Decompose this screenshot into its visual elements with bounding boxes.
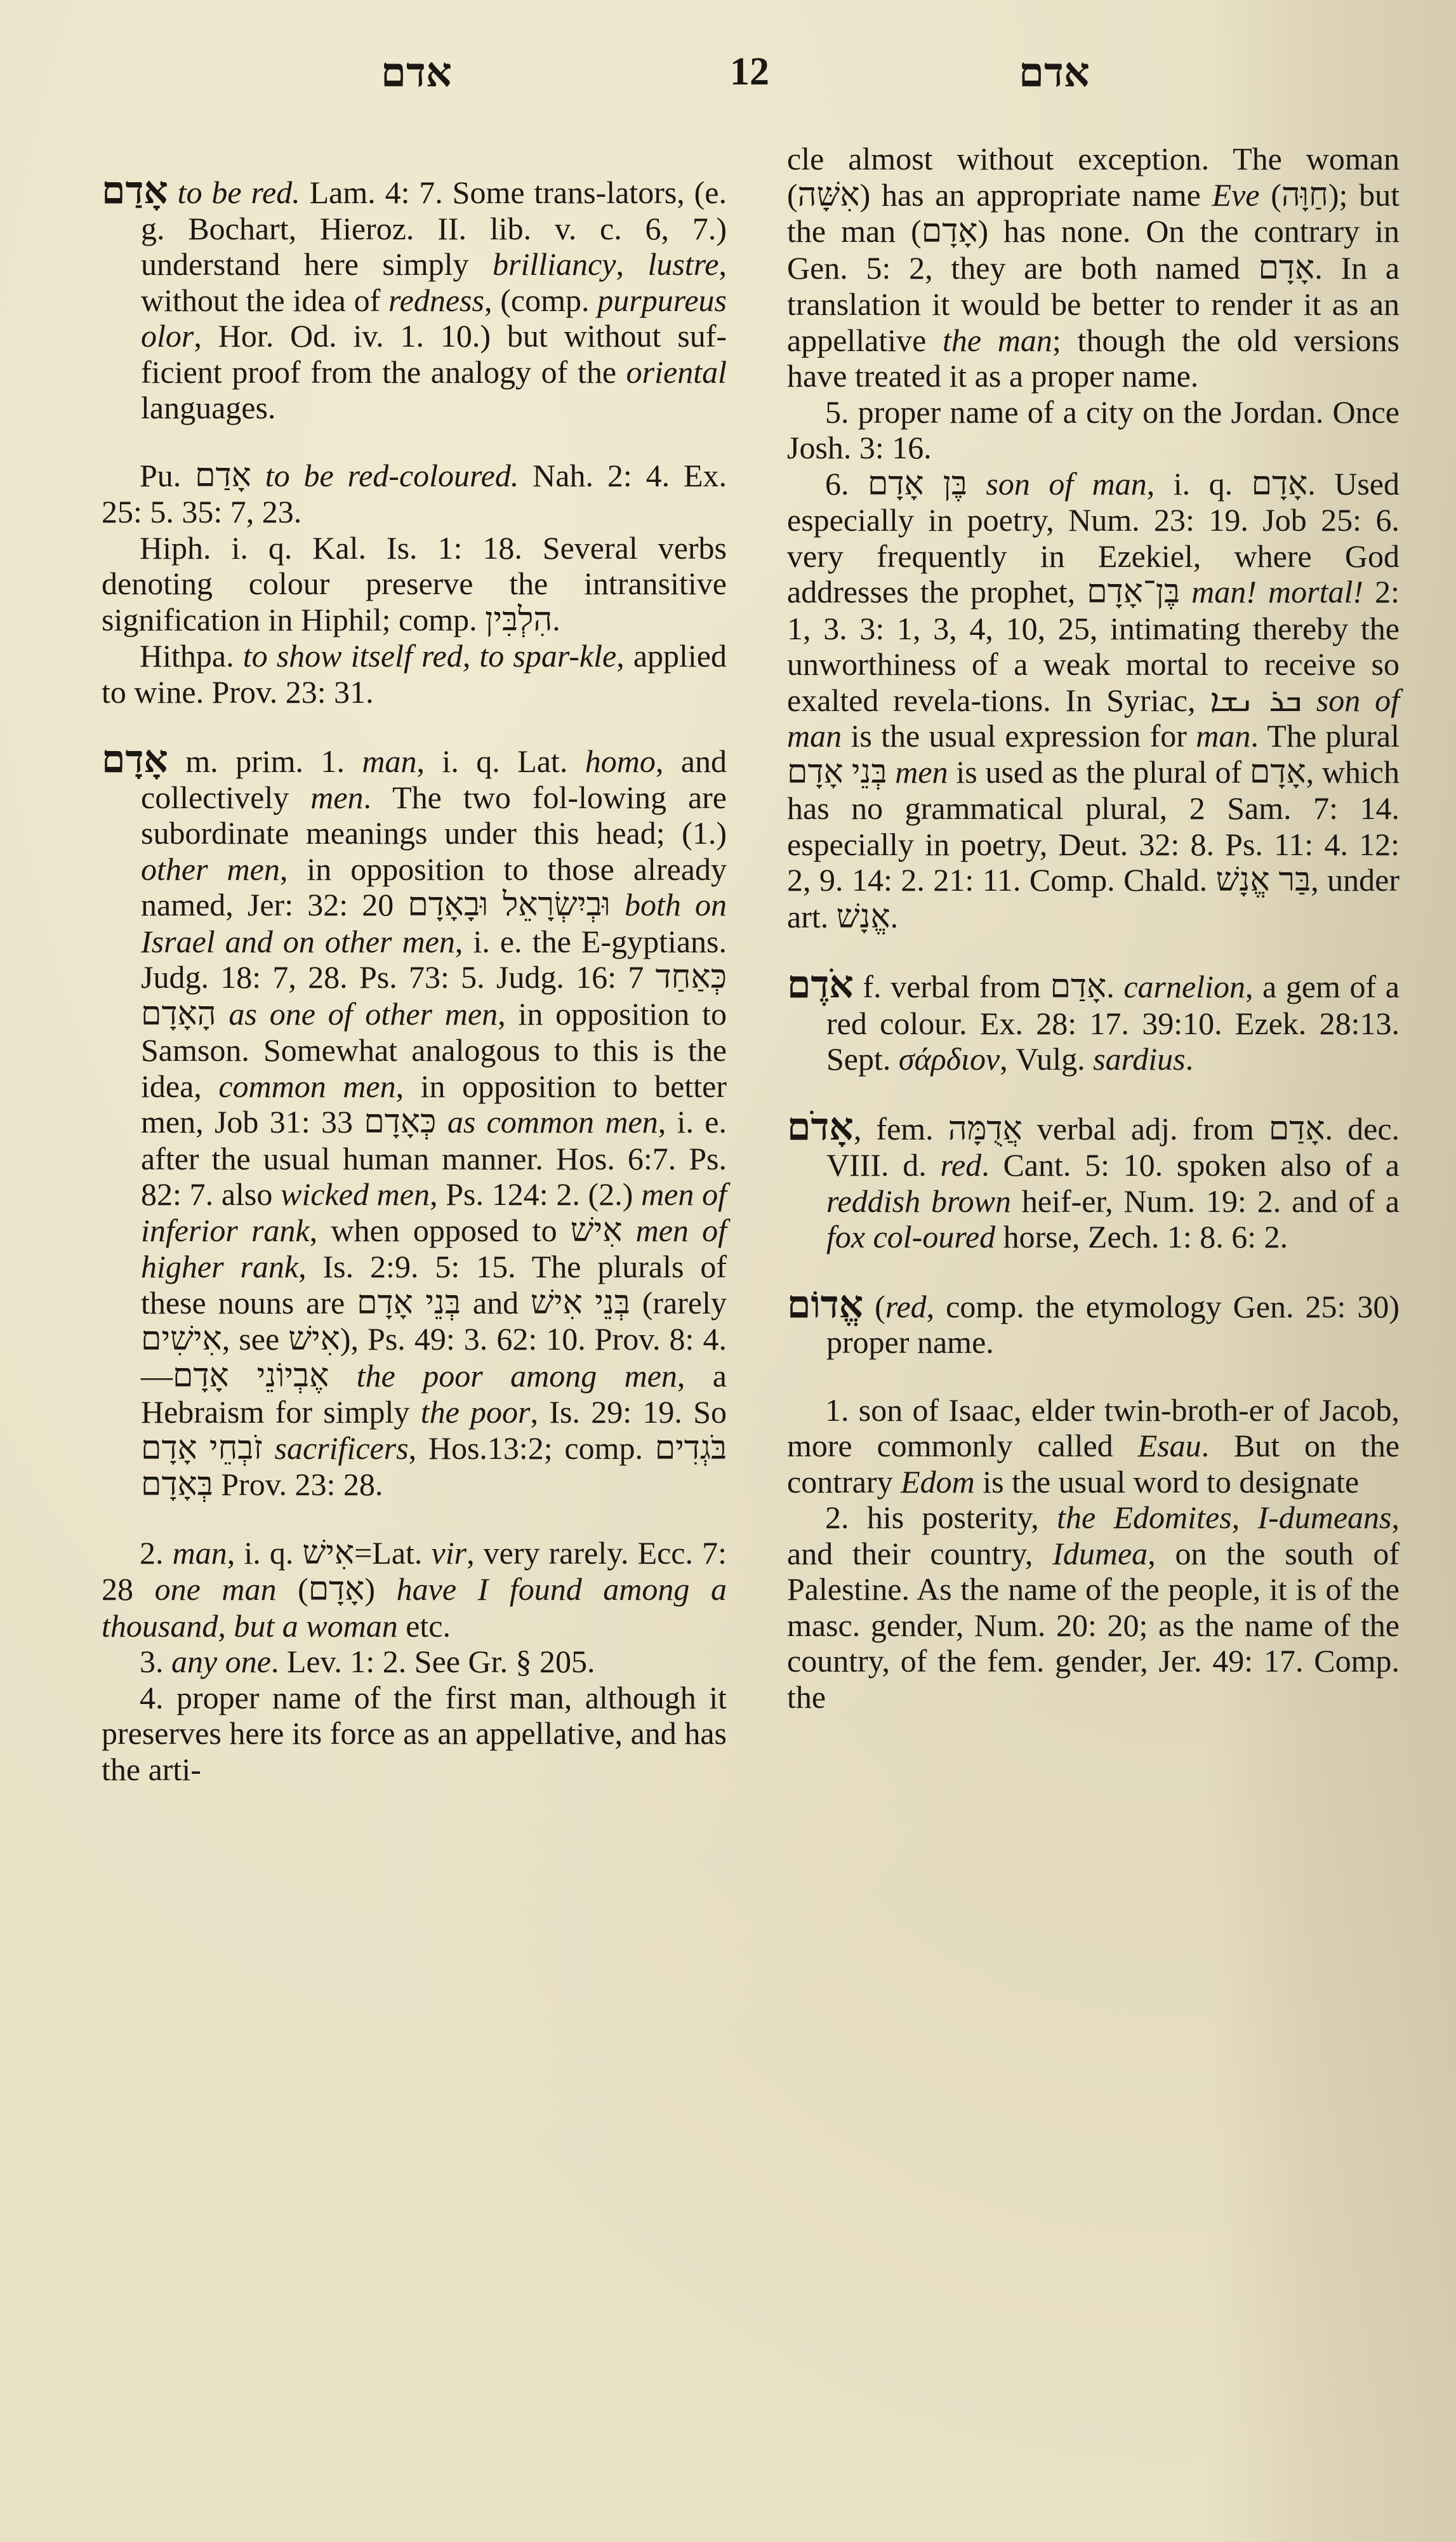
definition: m. prim. 1. man, i. q. Lat. homo, and collectively men. The two fol-lowing are subordinate meanings under this head; (1.) other men, in opposition to those already named, Jer: 32: 20 וּבְיִשְׂרָאֵל וּבָאָדָם both on Israel and on other men, i. e. the E-gyptians. Judg. 18: 7, 28. Ps. 73: 5. Judg. 16: 7 כְּאַחַד הָאָדָם as one of other men, in opposition to Samson. Somewhat analogous to this is the idea, common men, in opposition to better men, Job 31: 33 כְּאָדָם as common men, i. e. after the usual human manner. Hos. 6:7. Ps. 82: 7. also wicked men, Ps. 124: 2. (2.) men of inferior rank, when opposed to אִישׁ men of higher rank, Is. 2:9. 5: 15. The plurals of these nouns are בְּנֵי אָדָם and בְּנֵי אִישׁ (rarely אִישִׁים, see אִישׁ), Ps. 49: 3. 62: 10. Prov. 8: 4.—אֶבְיוֹנֵי אָדָם the poor among men, a Hebraism for simply the poor, Is. 29: 19. So זֹבְחֵי אָדָם sacrificers, Hos.13:2; comp. בֹּגְדִים בְּאָדָם Prov. 23: 28.	[141, 743, 727, 1503]
italic-text: red	[940, 1147, 982, 1183]
hebrew-word: הִלְבִּין	[485, 601, 553, 638]
italic-text: the poor	[420, 1394, 531, 1430]
italic-text: have I found among a thousand, but a woman	[102, 1571, 727, 1644]
entry-adam-verb	[102, 170, 727, 710]
pual-sense: Pu. אָדַם to be red-coloured. Nah. 2: 4. Ex. 25: 5. 35: 7, 23.	[102, 457, 727, 529]
continued-text: cle almost without exception. The woman (אִשָּׁה) has an appropriate name Eve (חַוָּה); but the man (אָדָם) has none. On the contrary in Gen. 5: 2, they are both named אָדָם. In a translation it would be better to render it as an appellative the man; though the old versions have treated it as a proper name.	[787, 141, 1400, 394]
italic-text: to show itself red, to spar-kle	[242, 638, 617, 674]
headword: אָדָם	[102, 738, 168, 780]
headword: אָדַם	[102, 170, 168, 211]
entry-text	[102, 738, 727, 1503]
running-head-right-word: אדם	[1019, 50, 1090, 95]
hebrew-word: אֱנָשׁ	[836, 898, 890, 935]
italic-text: men	[895, 754, 948, 790]
italic-text: other men	[141, 851, 280, 887]
right-column	[787, 141, 1400, 1715]
italic-text: sacrificers	[274, 1430, 409, 1466]
hebrew-word: חַוָּה	[1281, 176, 1328, 213]
italic-text: carnelion	[1123, 969, 1245, 1004]
headword: אָדֹם	[787, 1105, 854, 1148]
hebrew-word: אִשָּׁה	[797, 176, 860, 213]
definition: , fem. אֲדֻמָּה verbal adj. from אָדַם. dec. VIII. d. red. Cant. 5: 10. spoken also of a reddish brown heif-er, Num. 19: 2. and of a fox col-oured horse, Zech. 1: 8. 6: 2.	[826, 1110, 1400, 1254]
hiphil-sense: Hiph. i. q. Kal. Is. 1: 18. Several verbs denoting colour preserve the intransitive signification in Hiphil; comp. הִלְבִּין.	[102, 529, 727, 638]
italic-text: red	[885, 1288, 927, 1324]
italic-text: man	[362, 743, 417, 779]
italic-text: sardius	[1093, 1041, 1186, 1077]
italic-text: oriental	[626, 354, 727, 390]
hithpael-sense: Hithpa. to show itself red, to spar-kle, applied to wine. Prov. 23: 31.	[102, 638, 727, 710]
sense-5: 5. proper name of a city on the Jordan. Once Josh. 3: 16.	[787, 394, 1400, 465]
sense-2: 2. man, i. q. אִישׁ=Lat. vir, very rarely. Ecc. 7: 28 one man (אָדָם) have I found among a thousand, but a woman etc.	[102, 1534, 727, 1644]
italic-text: as one of other men	[228, 995, 498, 1032]
italic-text: Eve	[1212, 176, 1260, 213]
italic-text: common men	[218, 1068, 396, 1104]
italic-text: purpureus olor	[141, 282, 727, 354]
sense-4: 4. proper name of the first man, although it preserves here its force as an appellative, and has the arti-	[102, 1679, 727, 1787]
hebrew-word: אִישׁ	[570, 1212, 623, 1249]
hebrew-word: אָדָם	[1249, 754, 1306, 790]
italic-text: both on Israel and on other men	[141, 887, 727, 959]
italic-text: the Edomites, I-dumeans	[1057, 1500, 1392, 1535]
hebrew-word: אִישׁ	[288, 1321, 340, 1357]
entry-adom	[787, 1105, 1400, 1255]
italic-text: Edom	[901, 1463, 975, 1500]
sense-2: 2. his posterity, the Edomites, I-dumeans, and their country, Idumea, on the south of Palestine. As the name of the people, it is of the masc. gender, Num. 20: 20; as the name of the country, of the fem. gender, Jer. 49: 17. Comp. the	[787, 1500, 1400, 1715]
italic-text: wicked men	[281, 1176, 430, 1212]
entry-odem	[787, 964, 1400, 1077]
italic-text: Idumea	[1052, 1535, 1148, 1571]
hebrew-word: אָדַם	[195, 457, 251, 494]
italic-text: men of inferior rank	[141, 1176, 727, 1248]
hebrew-word: בְּנֵי אִישׁ	[531, 1284, 630, 1321]
running-head-left-word: אדם	[381, 50, 452, 95]
italic-text: to be red-coloured.	[265, 457, 519, 493]
italic-text: the poor among men	[356, 1357, 677, 1394]
italic-text: man	[172, 1534, 227, 1571]
italic-text: men	[310, 779, 364, 815]
hebrew-word: אָדַם	[1268, 1110, 1325, 1147]
headword: אֹדֶם	[787, 964, 854, 1006]
hebrew-word: וּבְיִשְׂרָאֵל וּבָאָדָם	[407, 887, 611, 923]
hebrew-word: אֲדֻמָּה	[948, 1110, 1023, 1147]
hebrew-word: בְּנֵי אָדָם	[357, 1284, 461, 1321]
italic-text: to be red.	[177, 175, 300, 210]
entry-text	[102, 170, 727, 426]
italic-text: son of man	[986, 465, 1147, 502]
hebrew-word: כְּאַחַד הָאָדָם	[141, 959, 727, 1032]
italic-text: any one	[171, 1644, 271, 1679]
hebrew-word: בֶּן־אָדָם	[1087, 574, 1181, 610]
sense-3: 3. any one. Lev. 1: 2. See Gr. § 205.	[140, 1644, 595, 1679]
italic-text: reddish brown	[826, 1183, 1012, 1219]
italic-text: redness	[388, 282, 484, 318]
hebrew-word: אָדָם	[1251, 465, 1308, 502]
hebrew-word: זֹבְחֵי אָדָם	[141, 1430, 263, 1467]
hebrew-word: בֹּגְדִים בְּאָדָם	[141, 1430, 727, 1503]
entry-edom	[787, 1283, 1400, 1715]
hebrew-word: אִישִׁים	[141, 1321, 222, 1357]
hebrew-word: כְּאָדָם	[364, 1104, 437, 1140]
italic-text: vir	[431, 1534, 467, 1571]
headword: אֱדוֹם	[787, 1283, 864, 1326]
entry-text	[787, 1283, 1400, 1361]
hebrew-word: בֶּן אָדָם	[867, 465, 967, 502]
definition: to be red. Lam. 4: 7. Some trans-lators, (e. g. Bochart, Hieroz. II. lib. v. c. 6, 7.) understand here simply brilliancy, lustre, without the idea of redness, (comp. purpureus olor, Hor. Od. iv. 1. 10.) but without suf-ficient proof from the analogy of the oriental languages.	[141, 175, 727, 425]
hebrew-word: אָדָם	[921, 213, 978, 250]
page-number: 12	[730, 50, 769, 93]
hebrew-word: אָדַם	[1050, 969, 1107, 1005]
hebrew-word: אָדָם	[1258, 250, 1315, 286]
sense-1: 1. son of Isaac, elder twin-broth-er of Jacob, more commonly called Esau. But on the contrary Edom is the usual word to designate	[787, 1392, 1400, 1500]
italic-text: man	[1196, 718, 1251, 754]
italic-text: lustre	[647, 246, 719, 282]
sense-6: 6. בֶּן אָדָם son of man, i. q. אָדָם. Used especially in poetry, Num. 23: 19. Job 25: 6. very frequently in Ezekiel, where God addresses the prophet, בֶּן־אָדָם man! mortal! 2: 1, 3. 3: 1, 3, 4, 10, 25, intimating thereby the unworthiness of a weak mortal to receive so exalted revela-tions. In Syriac, ܒܪ ܢܫܐ son of man is the usual expression for man. The plural בְּנֵי אָדָם men is used as the plural of אָדָם, which has no grammatical plural, 2 Sam. 7: 14. especially in poetry, Deut. 32: 8. Ps. 11: 4. 12: 2, 9. 14: 2. 21: 11. Comp. Chald. בַּר אֱנָשׁ, under art. אֱנָשׁ.	[787, 465, 1400, 935]
definition: (red, comp. the etymology Gen. 25: 30) proper name.	[826, 1288, 1400, 1360]
italic-text: Esau	[1137, 1428, 1201, 1463]
italic-text: brilliancy	[493, 246, 616, 282]
definition: f. verbal from אָדַם. carnelion, a gem of a red colour. Ex. 28: 17. 39:10. Ezek. 28:13. Sept. σάρδιον, Vulg. sardius.	[826, 969, 1400, 1077]
hebrew-word: אִישׁ	[302, 1534, 355, 1571]
italic-text: homo	[585, 743, 656, 779]
hebrew-word: בַּר אֱנָשׁ	[1215, 862, 1311, 898]
italic-text: men of higher rank	[141, 1212, 727, 1284]
hebrew-word: אָדָם	[308, 1571, 365, 1607]
italic-text: man! mortal!	[1191, 574, 1364, 609]
hebrew-word: אֶבְיוֹנֵי אָדָם	[173, 1357, 329, 1394]
italic-text: one man	[154, 1571, 277, 1607]
italic-text: the man	[943, 322, 1052, 358]
italic-text: fox col-oured	[826, 1219, 996, 1254]
entry-text	[787, 1105, 1400, 1255]
italic-text: as common men	[447, 1104, 658, 1140]
left-column	[102, 141, 727, 1787]
hebrew-word: בְּנֵי אָדָם	[787, 754, 887, 790]
syriac-word: ܒܪ ܢܫܐ	[1210, 682, 1302, 718]
entry-text	[787, 964, 1400, 1077]
entry-adam-noun	[102, 738, 727, 1787]
greek-word: σάρδιον	[898, 1041, 1000, 1077]
running-head	[0, 50, 1456, 107]
italic-text: son of man	[787, 682, 1400, 754]
